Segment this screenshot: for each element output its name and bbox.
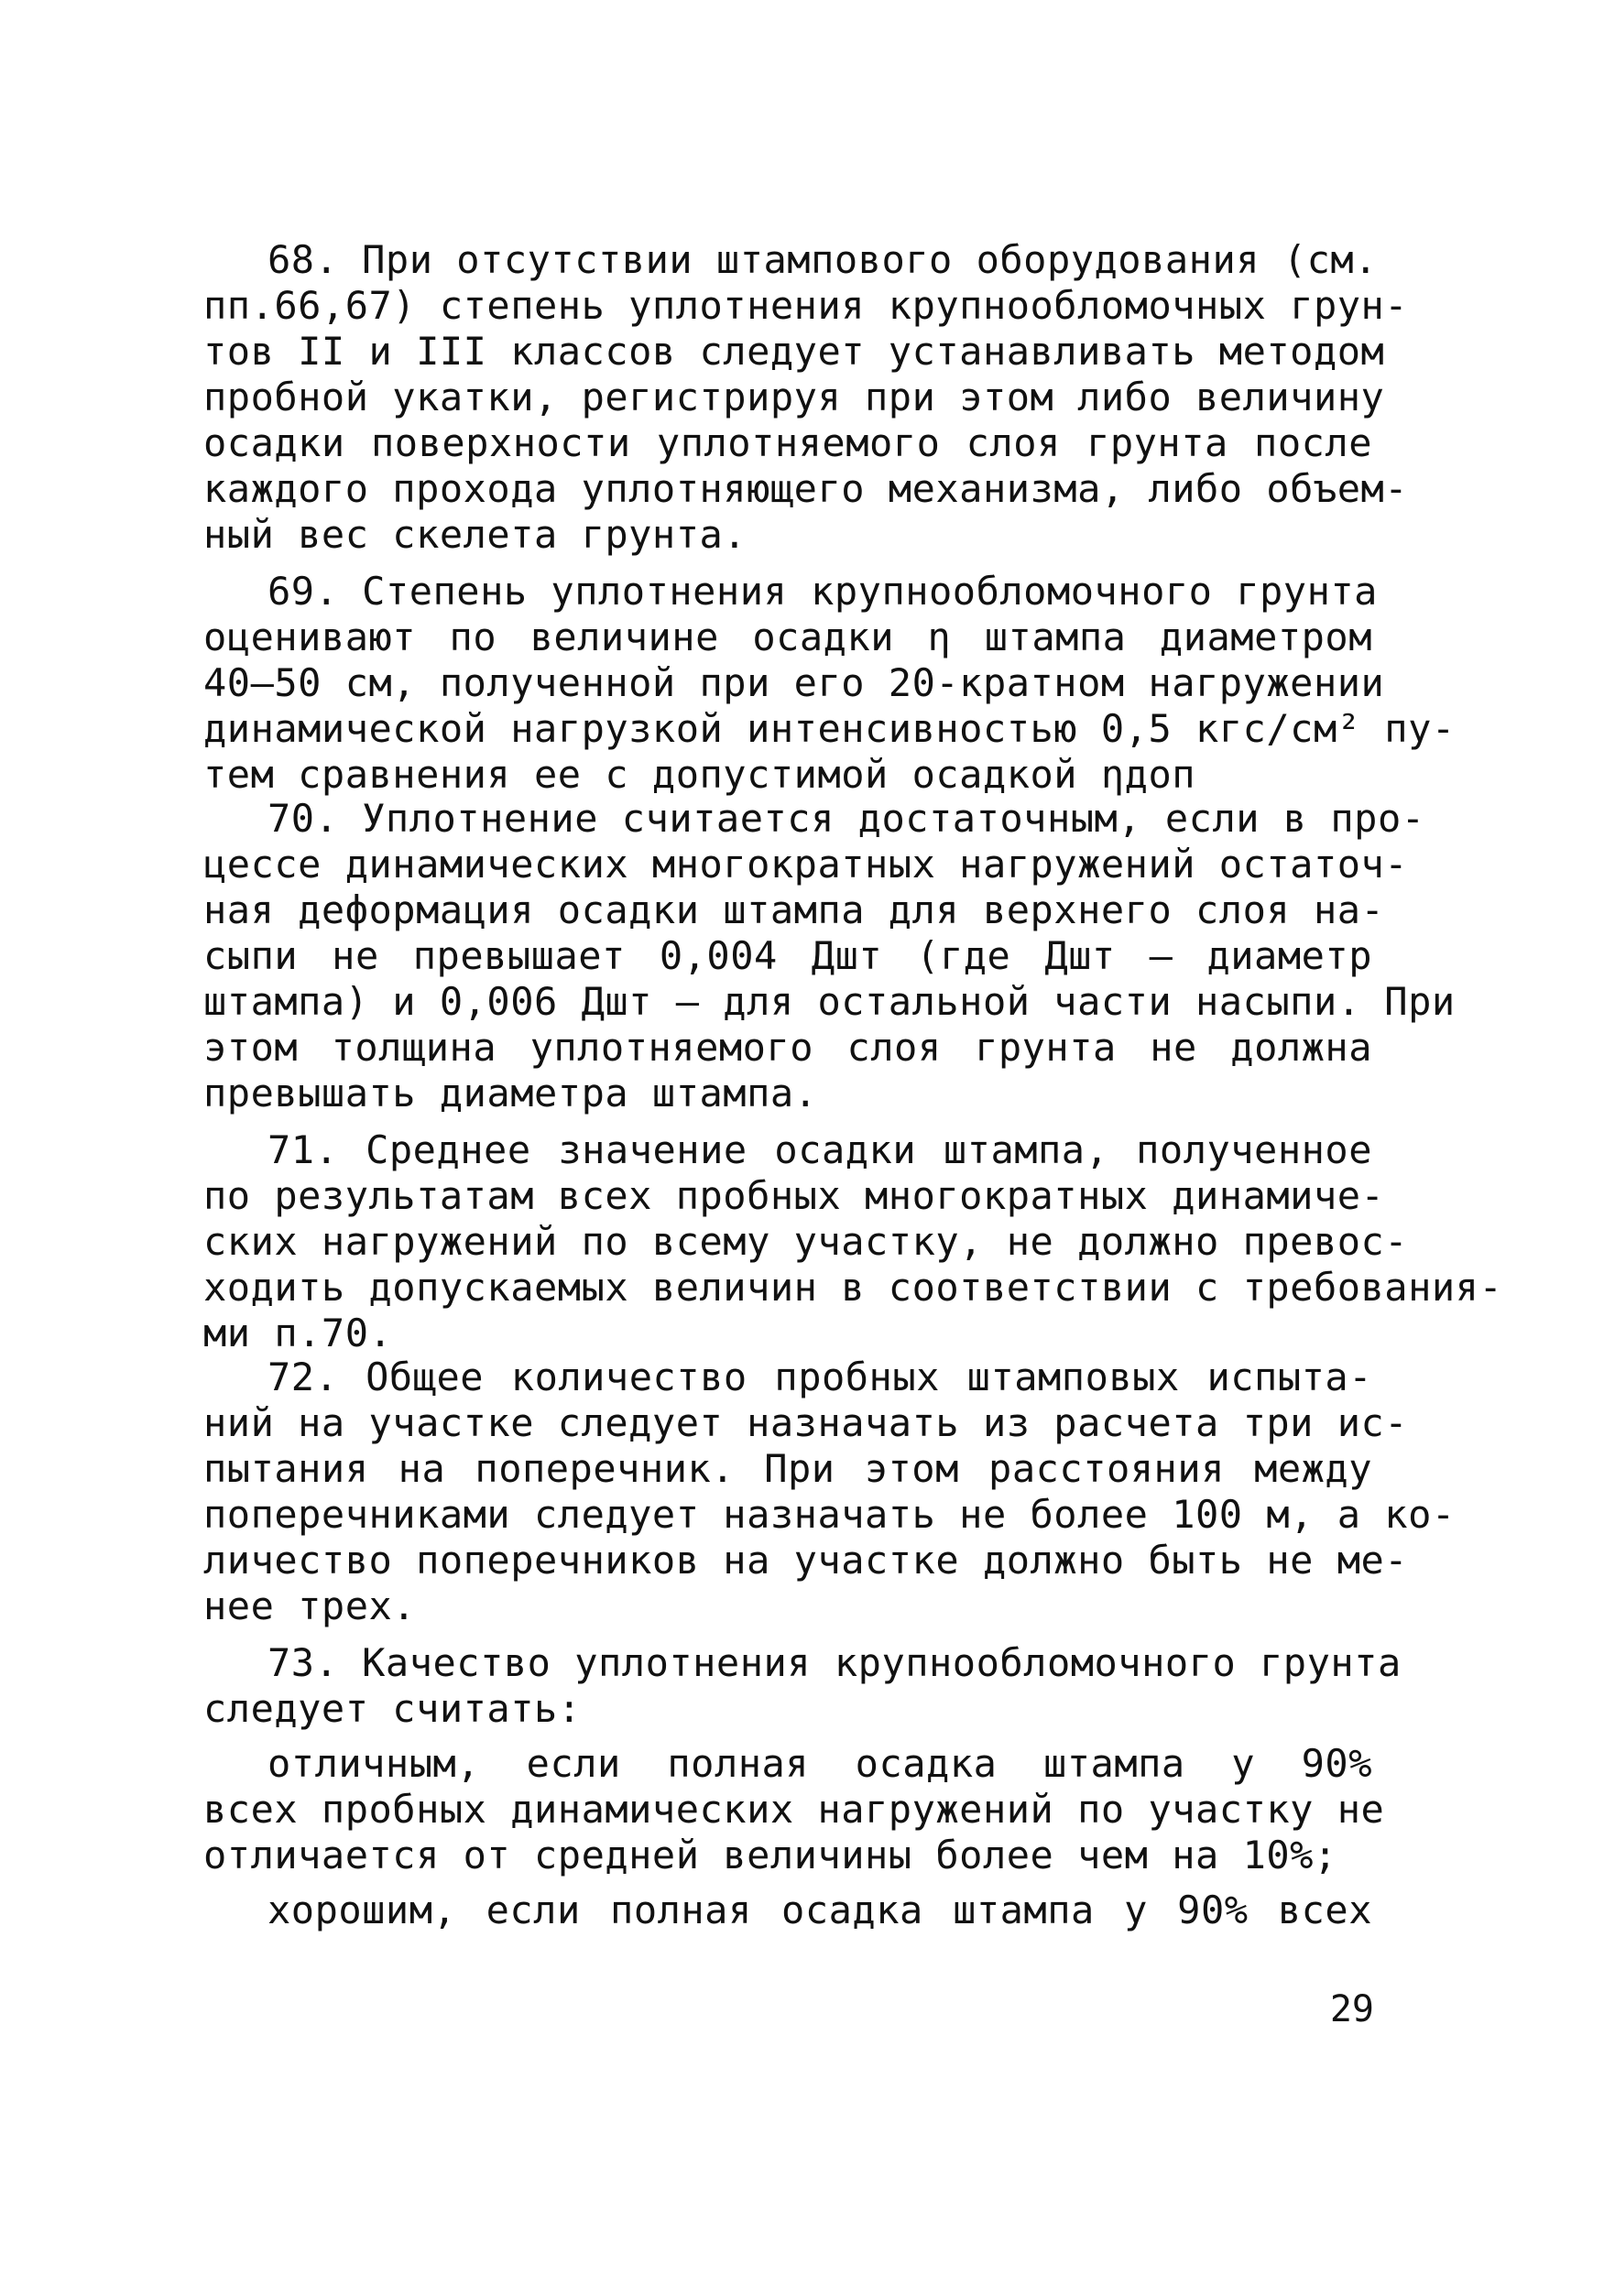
text-line: по результатам всех пробных многократных динамиче- (203, 1173, 1385, 1218)
text-line: сыпи не превышает 0,004 Дшт (где Дшт – диаметр (203, 933, 1372, 978)
text-line: тем сравнения ее с допустимой осадкой ηдоп (203, 752, 1196, 797)
page-number: 29 (1329, 1988, 1374, 2030)
text-line: поперечниками следует назначать не более 100 м, а ко- (203, 1492, 1456, 1537)
text-line: 71. Среднее значение осадки штампа, полученное (267, 1127, 1372, 1172)
text-line: пробной укатки, регистрируя при этом либо величину (203, 375, 1385, 419)
text-line: 73. Качество уплотнения крупнообломочного грунта (267, 1640, 1402, 1685)
text-line: оценивают по величине осадки η штампа диаметром (203, 615, 1372, 659)
text-line: 40–50 см, полученной при его 20-кратном нагружении (203, 660, 1385, 705)
text-line: отличным, если полная осадка штампа у 90% (267, 1741, 1372, 1786)
text-line: штампа) и 0,006 Дшт – для остальной части насыпи. При (203, 979, 1456, 1024)
text-line: хорошим, если полная осадка штампа у 90% всех (267, 1888, 1372, 1932)
text-line: 69. Степень уплотнения крупнообломочного грунта (267, 569, 1378, 614)
text-line: нее трех. (203, 1583, 417, 1628)
text-line: ная деформация осадки штампа для верхнего слоя на- (203, 887, 1385, 932)
text-line: 70. Уплотнение считается достаточным, если в про- (267, 796, 1425, 841)
text-line: этом толщина уплотняемого слоя грунта не должна (203, 1025, 1372, 1070)
text-line: пп.66,67) степень уплотнения крупнообломочных грун- (203, 283, 1409, 328)
text-line: осадки поверхности уплотняемого слоя грунта после (203, 420, 1372, 465)
text-line: следует считать: (203, 1686, 582, 1731)
text-line: личество поперечников на участке должно быть не ме- (203, 1538, 1409, 1583)
text-line: ный вес скелета грунта. (203, 512, 747, 557)
text-line: 68. При отсутствии штампового оборудования (см. (267, 237, 1378, 282)
text-line: превышать диаметра штампа. (203, 1071, 818, 1115)
text-line: ми п.70. (203, 1311, 393, 1355)
text-line: динамической нагрузкой интенсивностью 0,5 кгс/см² пу- (203, 706, 1456, 751)
text-line: ний на участке следует назначать из расчета три ис- (203, 1400, 1409, 1445)
text-line: цессе динамических многократных нагружений остаточ- (203, 842, 1409, 887)
text-line: всех пробных динамических нагружений по участку не (203, 1787, 1385, 1832)
text-line: ходить допускаемых величин в соответствии с требования- (203, 1265, 1503, 1310)
text-line: тов II и III классов следует устанавливать методом (203, 329, 1385, 374)
text-line: каждого прохода уплотняющего механизма, либо объем- (203, 466, 1409, 511)
text-line: 72. Общее количество пробных штамповых испыта- (267, 1355, 1372, 1399)
text-line: пытания на поперечник. При этом расстояния между (203, 1446, 1372, 1491)
text-line: отличается от средней величины более чем на 10%; (203, 1833, 1337, 1877)
text-line: ских нагружений по всему участку, не должно превос- (203, 1219, 1409, 1264)
